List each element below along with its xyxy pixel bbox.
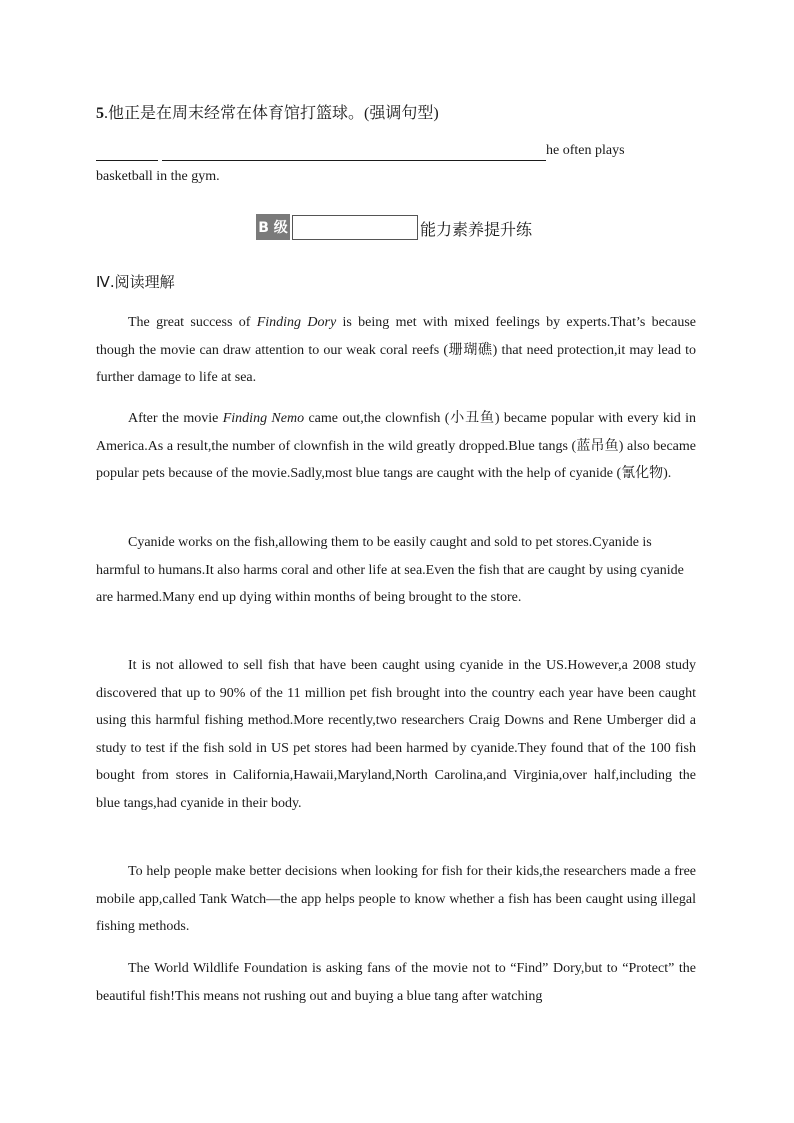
answer-line-1	[96, 141, 696, 161]
paragraph-1: The great success of Finding Dory is being met with mixed feelings by experts.That’s because though the movie can draw attention to our weak coral reefs (珊瑚礁) that need protection,it may lead to further damage to life at sea.	[96, 315, 696, 385]
paragraph-3: Cyanide works on the fish,allowing them to be easily caught and sold to pet stores.Cyanide is harmful to humans.It also harms coral and other life at sea.Even the fish that are caught by using cyanide are harmed.Many end up dying within months of being brought to the store.	[96, 535, 684, 605]
answer-blank-long[interactable]	[162, 144, 546, 161]
answer-line-2: basketball in the gym.	[96, 169, 220, 184]
paragraph-4: It is not allowed to sell fish that have been caught using cyanide in the US.However,a 2008 study discovered that up to 90% of the 11 million pet fish brought into the country each year have been caught using this harmful fishing method.More recently,two researchers Craig Downs and Rene Umberger did a study to test if the fish sold in US pet stores had been harmed by cyanide.They found that of the 100 fish bought from stores in California,Hawaii,Maryland,North Carolina,and Virginia,over half,including the blue tangs,had cyanide in their body.	[96, 658, 696, 811]
section-title: Ⅳ.阅读理解	[96, 273, 175, 291]
movie-title: Finding Dory	[256, 315, 337, 330]
question-prompt: .他正是在周末经常在体育馆打篮球。(强调句型)	[104, 105, 439, 122]
level-header	[256, 212, 532, 240]
movie-title: Finding Nemo	[222, 411, 305, 426]
paragraph-2: After the movie Finding Nemo came out,the clownfish (小丑鱼) became popular with every kid in America.As a result,the number of clownfish in the wild greatly dropped.Blue tangs (蓝吊鱼) also became popular pets because of the movie.Sadly,most blue tangs are caught with the help of cyanide (氰化物).	[96, 411, 696, 481]
level-box	[292, 215, 418, 240]
paragraph-6: The World Wildlife Foundation is asking fans of the movie not to “Find” Dory,but to “Protect” the beautiful fish!This means not rushing out and buying a blue tang after watching	[96, 961, 696, 1004]
level-title: 能力素养提升练	[420, 220, 533, 239]
question-5	[96, 100, 439, 123]
paragraph-5: To help people make better decisions when looking for fish for their kids,the researchers made a free mobile app,called Tank Watch—the app helps people to know whether a fish has been caught using illegal fishing methods.	[96, 864, 696, 934]
level-badge: B 级	[256, 214, 290, 240]
answer-blank-short[interactable]	[96, 144, 158, 161]
question-number: 5	[96, 105, 104, 122]
answer-suffix: he often plays	[546, 143, 625, 158]
